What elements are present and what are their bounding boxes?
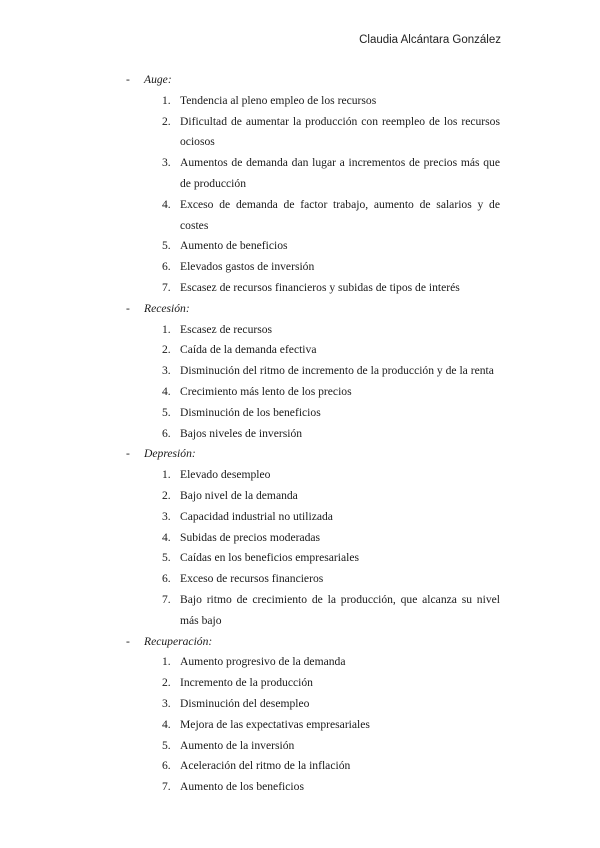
list-item: 7. Escasez de recursos financieros y subidas de tipos de interés [162,280,460,294]
section-title-text: Depresión: [144,447,196,461]
section-title-text: Recuperación: [144,634,213,648]
list-item-text: Bajos niveles de inversión [180,426,303,440]
list-item: 1. Tendencia al pleno empleo de los recursos [162,93,377,107]
list-item-text: Bajo nivel de la demanda [180,488,298,502]
item-list [126,91,500,299]
list-item: 5. Aumento de la inversión [162,738,295,752]
list-item-text: Caídas en los beneficios empresariales [180,551,359,565]
section-depresion [126,444,500,631]
list-item-text: Capacidad industrial no utilizada [180,509,333,523]
list-item: 5. Disminución de los beneficios [162,405,321,419]
item-list [126,465,500,631]
list-item: 7. Bajo ritmo de crecimiento de la producción, que alcanza su nivel más bajo [162,592,500,627]
list-item: 3. Disminución del ritmo de incremento de la producción y de la renta [162,364,494,378]
section-title [126,299,500,320]
list-item-text: Aumento de los beneficios [180,780,304,794]
dash-bullet: - [126,73,130,86]
list-item-text: Disminución del desempleo [180,696,310,710]
list-item-text: Caída de la demanda efectiva [180,343,317,357]
list-item-text: Aumentos de demanda dan lugar a incrementos de precios más que de producción [180,156,500,190]
section-recesion [126,299,500,445]
list-item-text: Aumento de la inversión [180,738,295,752]
list-item-text: Exceso de demanda de factor trabajo, aumento de salarios y de costes [180,197,500,232]
dash-bullet: - [126,634,130,648]
list-item-text: Escasez de recursos [180,322,273,336]
list-item: 4. Mejora de las expectativas empresariales [162,717,370,731]
list-item-text: Escasez de recursos financieros y subidas de tipos de interés [180,280,460,294]
list-item-text: Dificultad de aumentar la producción con reempleo de los recursos ociosos [180,114,500,149]
item-list [126,320,500,445]
list-item: 3. Aumentos de demanda dan lugar a incrementos de precios más que de producción [162,156,500,190]
section-title-text: Recesión: [144,301,190,315]
list-item: 4. Crecimiento más lento de los precios [162,384,352,398]
list-item-text: Elevado desempleo [180,468,271,482]
list-item: 3. Disminución del desempleo [162,696,310,710]
list-item: 2. Bajo nivel de la demanda [162,488,298,502]
list-item-text: Subidas de precios moderadas [180,530,321,544]
list-item: 6. Exceso de recursos financieros [162,572,324,586]
list-item: 2. Incremento de la producción [162,676,313,690]
list-item-text: Aumento progresivo de la demanda [180,655,346,669]
list-item-text: Incremento de la producción [180,676,313,690]
list-item: 5. Caídas en los beneficios empresariales [162,551,359,565]
dash-bullet: - [126,301,130,315]
document-body [126,70,500,798]
list-item: 2. Dificultad de aumentar la producción con reempleo de los recursos ociosos [162,114,500,149]
section-title [126,632,500,653]
list-item: 7. Aumento de los beneficios [162,780,304,794]
dash-bullet: - [126,447,130,461]
list-item: 1. Elevado desempleo [162,468,271,482]
list-item-text: Aumento de beneficios [180,239,288,253]
item-list [126,652,500,798]
list-item: 6. Elevados gastos de inversión [162,260,315,274]
section-title [126,70,500,91]
list-item: 3. Capacidad industrial no utilizada [162,509,333,523]
list-item-text: Tendencia al pleno empleo de los recursos [180,93,377,107]
list-item: 1. Aumento progresivo de la demanda [162,655,346,669]
list-item-text: Disminución del ritmo de incremento de la producción y de la renta [180,364,494,378]
page-author: Claudia Alcántara González [359,34,501,46]
section-title-text: Auge: [144,73,172,86]
list-item-text: Bajo ritmo de crecimiento de la producción, que alcanza su nivel más bajo [180,592,500,627]
section-auge [126,70,500,299]
list-item: 6. Bajos niveles de inversión [162,426,303,440]
section-title [126,444,500,465]
list-item: 4. Subidas de precios moderadas [162,530,321,544]
list-item-text: Elevados gastos de inversión [180,260,315,274]
list-item-text: Aceleración del ritmo de la inflación [180,759,351,773]
list-item-text: Crecimiento más lento de los precios [180,384,352,398]
list-item: 2. Caída de la demanda efectiva [162,343,317,357]
list-item: 5. Aumento de beneficios [162,239,288,253]
list-item: 6. Aceleración del ritmo de la inflación [162,759,351,773]
list-item-text: Mejora de las expectativas empresariales [180,717,370,731]
list-item: 4. Exceso de demanda de factor trabajo, aumento de salarios y de costes [162,197,500,232]
list-item: 1. Escasez de recursos [162,322,273,336]
list-item-text: Exceso de recursos financieros [180,572,324,586]
section-recuperacion [126,632,500,798]
list-item-text: Disminución de los beneficios [180,405,321,419]
